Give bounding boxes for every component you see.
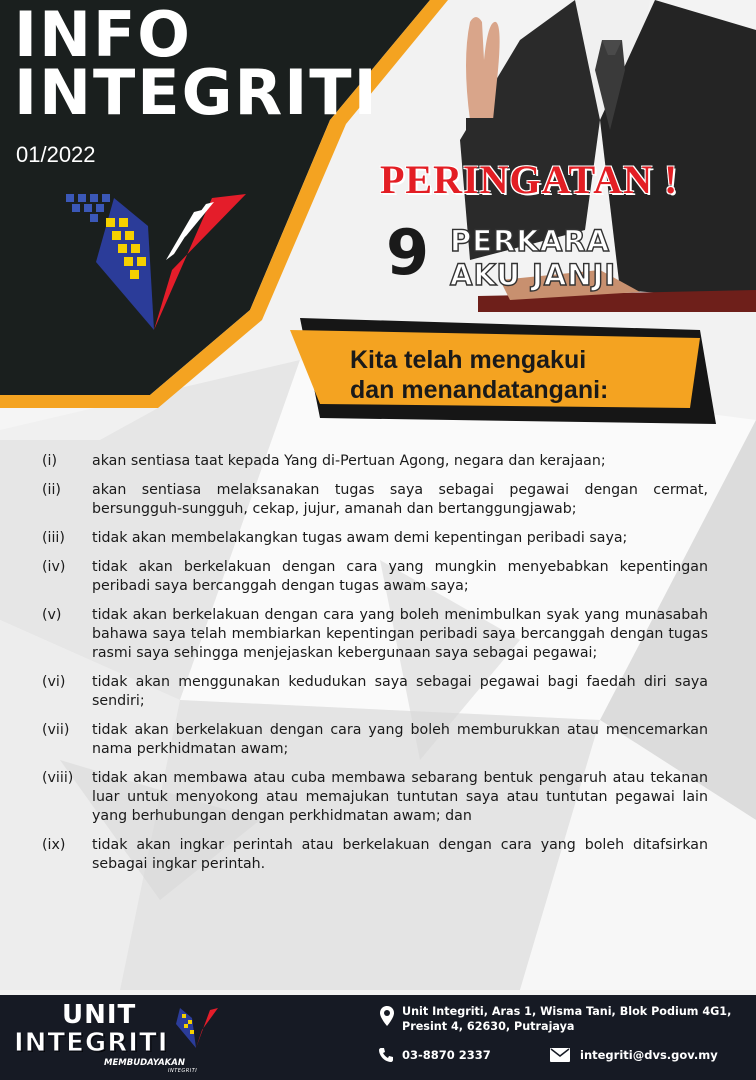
issue-number: 01/2022: [16, 142, 96, 167]
title-line-1: INFO: [14, 0, 193, 71]
address-line-2: Presint 4, 62630, Putrajaya: [402, 1020, 575, 1033]
acknowledgement-banner: [350, 345, 680, 405]
pledge-item: [42, 721, 708, 759]
pledge-text: tidak akan menggunakan kedudukan saya sebagai pegawai bagi faedah diri saya sendiri;: [92, 674, 708, 709]
footer-logo-tagline: MEMBUDAYAKAN: [104, 1058, 185, 1068]
pledge-text: tidak akan membelakangkan tugas awam demi kepentingan peribadi saya;: [92, 530, 628, 546]
pledge-number: (vi): [42, 674, 66, 690]
pledge-text: akan sentiasa melaksanakan tugas saya sebagai pegawai dengan cermat, bersungguh-sungguh, cekap, jujur, amanah dan bertanggungjawab;: [92, 482, 708, 517]
pledge-count: 9: [386, 216, 430, 289]
pledge-list: [42, 452, 708, 884]
footer-phone[interactable]: 03-8870 2337: [402, 1048, 491, 1062]
jabatan-logo: [62, 190, 246, 340]
pledge-item: [42, 769, 708, 826]
phone-icon: [378, 1047, 394, 1063]
pledge-text: tidak akan berkelakuan dengan cara yang mungkin menyebabkan kepentingan peribadi saya bercanggah dengan tugas awam saya;: [92, 559, 708, 594]
address-line-1: Unit Integriti, Aras 1, Wisma Tani, Blok Podium 4G1,: [402, 1005, 732, 1018]
subtitle-line-2: AKU JANJI: [450, 258, 617, 292]
pledge-number: (vii): [42, 722, 70, 738]
pledge-number: (iii): [42, 530, 65, 546]
pledge-subtitle: [450, 224, 616, 292]
footer-address: [402, 1004, 742, 1034]
pledge-text: akan sentiasa taat kepada Yang di-Pertuan Agong, negara dan kerajaan;: [92, 453, 606, 469]
pledge-number: (v): [42, 607, 62, 623]
banner-line-1: Kita telah mengakui: [350, 346, 587, 374]
footer-email[interactable]: integriti@dvs.gov.my: [580, 1048, 718, 1062]
footer-logo-unit: UNIT: [62, 1000, 137, 1030]
footer-logo-mark: [170, 1004, 218, 1052]
pledge-text: tidak akan berkelakuan dengan cara yang boleh memburukkan atau mencemarkan nama perkhidmatan awam;: [92, 722, 708, 757]
pledge-number: (iv): [42, 559, 66, 575]
pledge-item: [42, 558, 708, 596]
pledge-number: (ix): [42, 837, 66, 853]
pledge-text: tidak akan membawa atau cuba membawa sebarang bentuk pengaruh atau tekanan luar untuk menyokong atau memajukan tuntutan saya atau tuntutan pegawai lain yang berhubungan dengan perkhidmatan awam; dan: [92, 770, 708, 824]
pledge-item: [42, 673, 708, 711]
title-line-2: INTEGRITI: [14, 56, 379, 129]
pledge-item: [42, 606, 708, 663]
pledge-item: [42, 836, 708, 874]
warning-heading: PERINGATAN !: [380, 157, 679, 202]
envelope-icon: [550, 1046, 570, 1062]
pledge-item: [42, 481, 708, 519]
pledge-item: [42, 452, 708, 471]
pledge-number: (i): [42, 453, 58, 469]
pledge-text: tidak akan berkelakuan dengan cara yang boleh menimbulkan syak yang munasabah bahawa saya telah membiarkan kepentingan peribadi saya bercanggah dengan tugas rasmi saya sehingga menjejaskan kebergunaan saya sebagai pegawai;: [92, 607, 708, 661]
map-pin-icon: [380, 1006, 394, 1026]
pledge-item: [42, 529, 708, 548]
pledge-text: tidak akan ingkar perintah atau berkelakuan dengan cara yang boleh ditafsirkan sebagai ingkar perintah.: [92, 837, 708, 872]
banner-line-2: dan menandatangani:: [350, 376, 609, 404]
subtitle-line-1: PERKARA: [450, 224, 611, 258]
footer-logo-integriti: INTEGRITI: [14, 1028, 169, 1058]
footer-logo-tagline-sub: INTEGRITI: [168, 1068, 198, 1074]
info-integriti-title: [14, 0, 379, 129]
pledge-number: (viii): [42, 770, 74, 786]
pledge-number: (ii): [42, 482, 61, 498]
